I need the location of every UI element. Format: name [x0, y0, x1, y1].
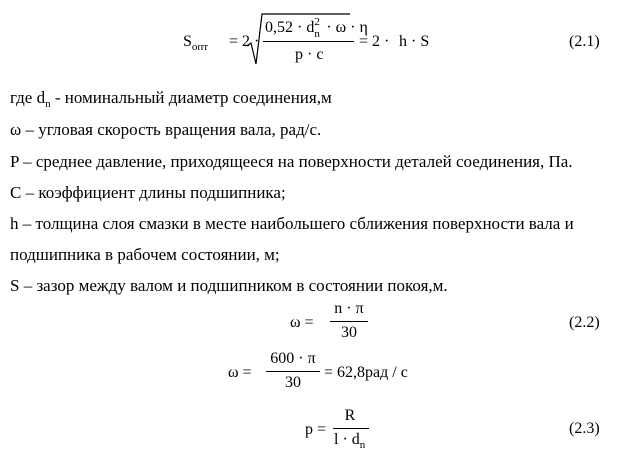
eq3-den-sub: n	[359, 439, 366, 451]
text-line-2: ω – угловая скорость вращения вала, рад/с.	[10, 120, 322, 139]
text-line-4: C – коэффициент длины подшипника;	[10, 183, 286, 202]
eq3-fraction-bar	[333, 428, 369, 429]
eq1-num-coef: 0,52 · d	[265, 19, 315, 36]
eq1-den: p · c	[295, 46, 324, 63]
eq1-lhs-sub: опт	[191, 41, 209, 53]
equation-2-1	[0, 0, 630, 72]
eq2-lhs: ω =	[290, 314, 314, 331]
equation-2-3	[0, 406, 630, 462]
eq3-lhs: p =	[305, 421, 327, 438]
text-line-3: P – среднее давление, приходящееся на поверхности деталей соединения, Па.	[10, 152, 573, 171]
text-line-1: где $d_n$ - номинальный диаметр соединения,м	[10, 88, 332, 110]
eq2-number: (2.2)	[569, 314, 600, 331]
eq1-num-sub: n	[314, 28, 320, 40]
eq1-rhs-eq: = 2 ·	[359, 33, 390, 50]
eq2b-den: 30	[285, 374, 301, 391]
eq1-number: (2.1)	[569, 33, 600, 50]
eq2-fraction-bar	[330, 321, 368, 322]
equation-2-2-evaluated	[0, 350, 630, 396]
eq2b-lhs: ω =	[228, 364, 252, 381]
eq1-num-rest: · ω · η	[326, 19, 368, 36]
text-line-6: подшипника в рабочем состоянии, м;	[10, 245, 280, 264]
eq3-num: R	[344, 407, 356, 424]
eq1-equals: = 2 ·	[229, 33, 260, 50]
text-line-5: h – толщина слоя смазки в месте наибольшего сближения поверхности вала и	[10, 214, 574, 233]
eq3-den: l · d	[334, 431, 360, 448]
text-line-7: S – зазор между валом и подшипником в состоянии покоя,м.	[10, 276, 448, 295]
eq1-num-sup: 2	[314, 16, 320, 28]
eq2-num: n · π	[334, 300, 364, 317]
equation-2-2	[0, 300, 630, 346]
eq1-rhs-rad: h · S	[399, 33, 430, 50]
eq1-fraction-bar	[263, 41, 354, 42]
eq1-lhs: S	[183, 33, 192, 50]
eq2b-fraction-bar	[266, 371, 320, 372]
eq2b-rhs: = 62,8рад / с	[324, 364, 408, 381]
eq2b-num: 600 · π	[270, 350, 316, 367]
eq3-number: (2.3)	[569, 420, 600, 437]
eq2-den: 30	[341, 324, 357, 341]
